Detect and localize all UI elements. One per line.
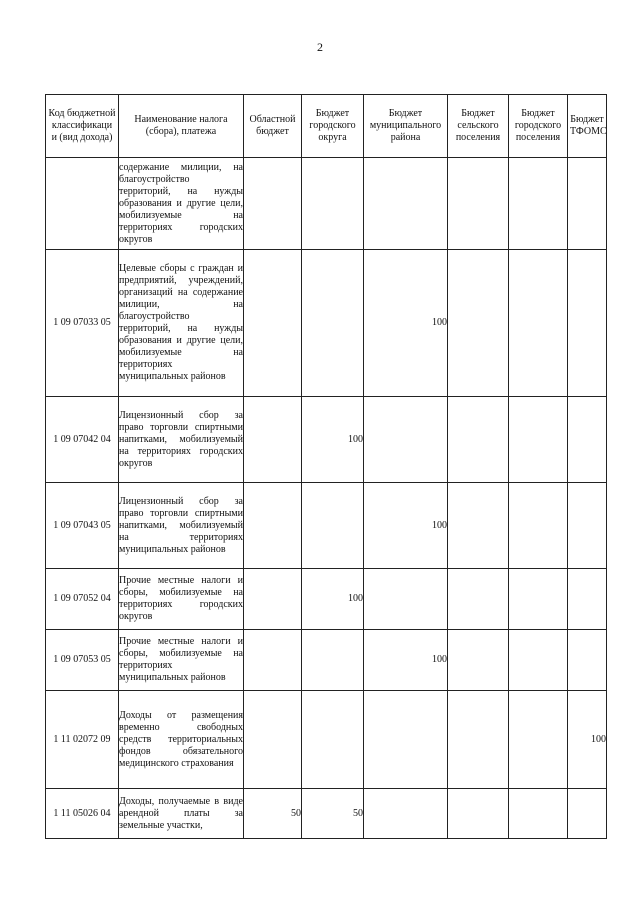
cell-city xyxy=(302,158,364,250)
cell-city: 50 xyxy=(302,789,364,839)
cell-gor xyxy=(509,158,568,250)
cell-sel xyxy=(448,569,509,630)
cell-oblast xyxy=(244,483,302,569)
cell-mun xyxy=(364,158,448,250)
cell-code: 1 09 07043 05 xyxy=(46,483,119,569)
table-header-row xyxy=(46,95,607,158)
table-row xyxy=(46,250,607,397)
cell-mun: 100 xyxy=(364,250,448,397)
cell-name: Доходы от размещения временно свободных средств территориальных фондов обязательного медицинского страхования xyxy=(119,691,244,789)
cell-sel xyxy=(448,789,509,839)
header-oblast-budget: Областной бюджет xyxy=(244,95,302,158)
cell-code xyxy=(46,158,119,250)
page-number: 2 xyxy=(317,40,323,54)
cell-code: 1 09 07042 04 xyxy=(46,397,119,483)
cell-gor xyxy=(509,483,568,569)
cell-mun xyxy=(364,691,448,789)
cell-city xyxy=(302,250,364,397)
cell-tfoms xyxy=(568,569,607,630)
cell-mun xyxy=(364,397,448,483)
table-row xyxy=(46,789,607,839)
cell-tfoms: 100 xyxy=(568,691,607,789)
cell-city xyxy=(302,483,364,569)
cell-code: 1 11 02072 09 xyxy=(46,691,119,789)
cell-gor xyxy=(509,630,568,691)
cell-tfoms xyxy=(568,158,607,250)
cell-sel xyxy=(448,250,509,397)
cell-tfoms xyxy=(568,483,607,569)
cell-tfoms xyxy=(568,397,607,483)
header-name: Наименование налога (сбора), платежа xyxy=(119,95,244,158)
cell-name: Прочие местные налоги и сборы, мобилизуемые на территориях муниципальных районов xyxy=(119,630,244,691)
cell-mun: 100 xyxy=(364,630,448,691)
cell-name: Прочие местные налоги и сборы, мобилизуемые на территориях городских округов xyxy=(119,569,244,630)
cell-tfoms xyxy=(568,789,607,839)
cell-gor xyxy=(509,569,568,630)
cell-oblast xyxy=(244,691,302,789)
cell-sel xyxy=(448,397,509,483)
cell-name: Доходы, получаемые в виде арендной платы за земельные участки, xyxy=(119,789,244,839)
cell-city: 100 xyxy=(302,569,364,630)
cell-oblast: 50 xyxy=(244,789,302,839)
cell-code: 1 11 05026 04 xyxy=(46,789,119,839)
cell-name: содержание милиции, на благоустройство территорий, на нужды образования и другие цели, мобилизуемые на территориях городских округов xyxy=(119,158,244,250)
cell-tfoms xyxy=(568,630,607,691)
cell-sel xyxy=(448,691,509,789)
cell-gor xyxy=(509,789,568,839)
cell-mun xyxy=(364,789,448,839)
header-code: Код бюджетной классификаци и (вид дохода) xyxy=(46,95,119,158)
table-row xyxy=(46,397,607,483)
cell-city xyxy=(302,691,364,789)
cell-oblast xyxy=(244,158,302,250)
cell-tfoms xyxy=(568,250,607,397)
header-municipal-district-budget: Бюджет муниципального района xyxy=(364,95,448,158)
header-urban-settlement-budget: Бюджет городского поселения xyxy=(509,95,568,158)
header-rural-settlement-budget: Бюджет сельского поселения xyxy=(448,95,509,158)
table-row xyxy=(46,691,607,789)
cell-oblast xyxy=(244,397,302,483)
cell-code: 1 09 07033 05 xyxy=(46,250,119,397)
header-city-district-budget: Бюджет городского округа xyxy=(302,95,364,158)
cell-gor xyxy=(509,397,568,483)
table-row xyxy=(46,483,607,569)
cell-gor xyxy=(509,250,568,397)
cell-oblast xyxy=(244,250,302,397)
cell-code: 1 09 07052 04 xyxy=(46,569,119,630)
cell-name: Лицензионный сбор за право торговли спиртными напитками, мобилизуемый на территориях муниципальных районов xyxy=(119,483,244,569)
cell-name: Лицензионный сбор за право торговли спиртными напитками, мобилизуемый на территориях городских округов xyxy=(119,397,244,483)
cell-mun: 100 xyxy=(364,483,448,569)
table-row xyxy=(46,569,607,630)
header-tfoms-budget: Бюджет ТФОМС xyxy=(568,95,607,158)
cell-sel xyxy=(448,158,509,250)
cell-city: 100 xyxy=(302,397,364,483)
cell-sel xyxy=(448,630,509,691)
cell-name: Целевые сборы с граждан и предприятий, учреждений, организаций на содержание милиции, на благоустройство территорий, на нужды образования и другие цели, мобилизуемые на территориях муниципальных районов xyxy=(119,250,244,397)
cell-city xyxy=(302,630,364,691)
table-row xyxy=(46,158,607,250)
cell-oblast xyxy=(244,630,302,691)
cell-sel xyxy=(448,483,509,569)
cell-mun xyxy=(364,569,448,630)
revenue-distribution-table xyxy=(45,94,607,839)
cell-oblast xyxy=(244,569,302,630)
cell-gor xyxy=(509,691,568,789)
table-row xyxy=(46,630,607,691)
cell-code: 1 09 07053 05 xyxy=(46,630,119,691)
